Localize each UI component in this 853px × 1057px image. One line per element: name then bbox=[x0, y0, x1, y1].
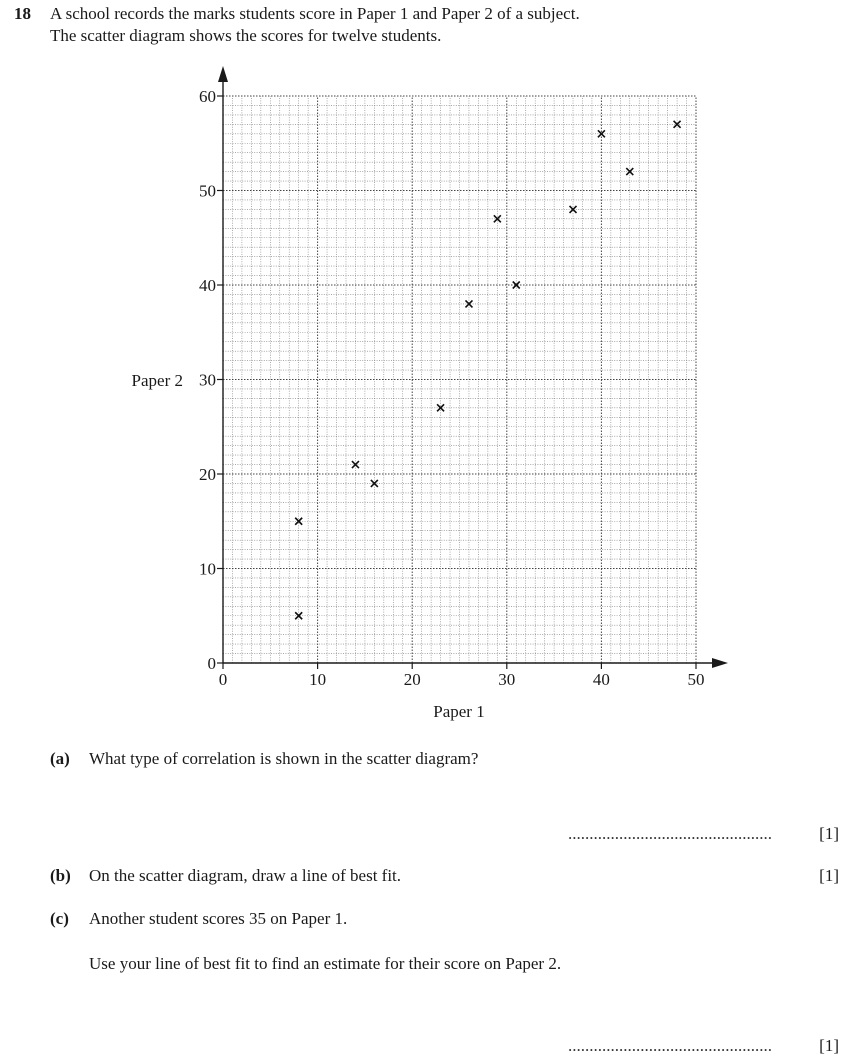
question-intro-line-2: The scatter diagram shows the scores for twelve students. bbox=[50, 26, 442, 45]
part-c-answer-line[interactable]: ................................................ bbox=[568, 1036, 772, 1055]
part-c-label: (c) bbox=[50, 909, 69, 928]
data-point bbox=[626, 168, 633, 175]
part-a-marks: [1] bbox=[819, 824, 839, 843]
part-a-question: What type of correlation is shown in the scatter diagram? bbox=[89, 749, 479, 768]
x-axis-arrow bbox=[712, 658, 728, 668]
data-point bbox=[465, 300, 472, 307]
part-c-question-line-2: Use your line of best fit to find an estimate for their score on Paper 2. bbox=[89, 954, 562, 973]
x-tick-label: 30 bbox=[498, 670, 516, 689]
y-tick-label: 60 bbox=[199, 87, 216, 106]
part-c-marks: [1] bbox=[819, 1036, 839, 1055]
chart-grid bbox=[223, 96, 696, 663]
x-axis-label: Paper 1 bbox=[433, 702, 485, 721]
part-b-label: (b) bbox=[50, 866, 71, 885]
x-tick-label: 20 bbox=[403, 670, 421, 689]
data-point bbox=[513, 282, 520, 289]
y-tick-label: 0 bbox=[207, 654, 216, 673]
y-tick-label: 50 bbox=[199, 181, 216, 201]
part-c-question-line-1: Another student scores 35 on Paper 1. bbox=[89, 909, 348, 928]
y-axis-arrow bbox=[218, 66, 228, 82]
x-tick-label: 10 bbox=[309, 670, 327, 689]
part-b-marks: [1] bbox=[819, 866, 839, 885]
question-number: 18 bbox=[14, 4, 31, 23]
x-tick-label: 40 bbox=[592, 670, 610, 689]
x-tick-label: 50 bbox=[687, 670, 705, 689]
x-tick-label: 0 bbox=[218, 670, 228, 689]
y-tick-label: 30 bbox=[199, 370, 216, 390]
data-point bbox=[295, 612, 302, 619]
question-intro-line-1: A school records the marks students score in Paper 1 and Paper 2 of a subject. bbox=[50, 4, 580, 23]
y-axis-label: Paper 2 bbox=[131, 371, 183, 390]
part-a-label: (a) bbox=[50, 749, 70, 768]
chart-ticks bbox=[199, 87, 705, 689]
y-tick-label: 20 bbox=[199, 465, 216, 484]
part-a-answer-line[interactable]: ................................................ bbox=[568, 824, 772, 843]
part-b-question: On the scatter diagram, draw a line of best fit. bbox=[89, 866, 402, 885]
y-tick-label: 10 bbox=[199, 559, 216, 579]
y-tick-label: 40 bbox=[199, 276, 216, 295]
